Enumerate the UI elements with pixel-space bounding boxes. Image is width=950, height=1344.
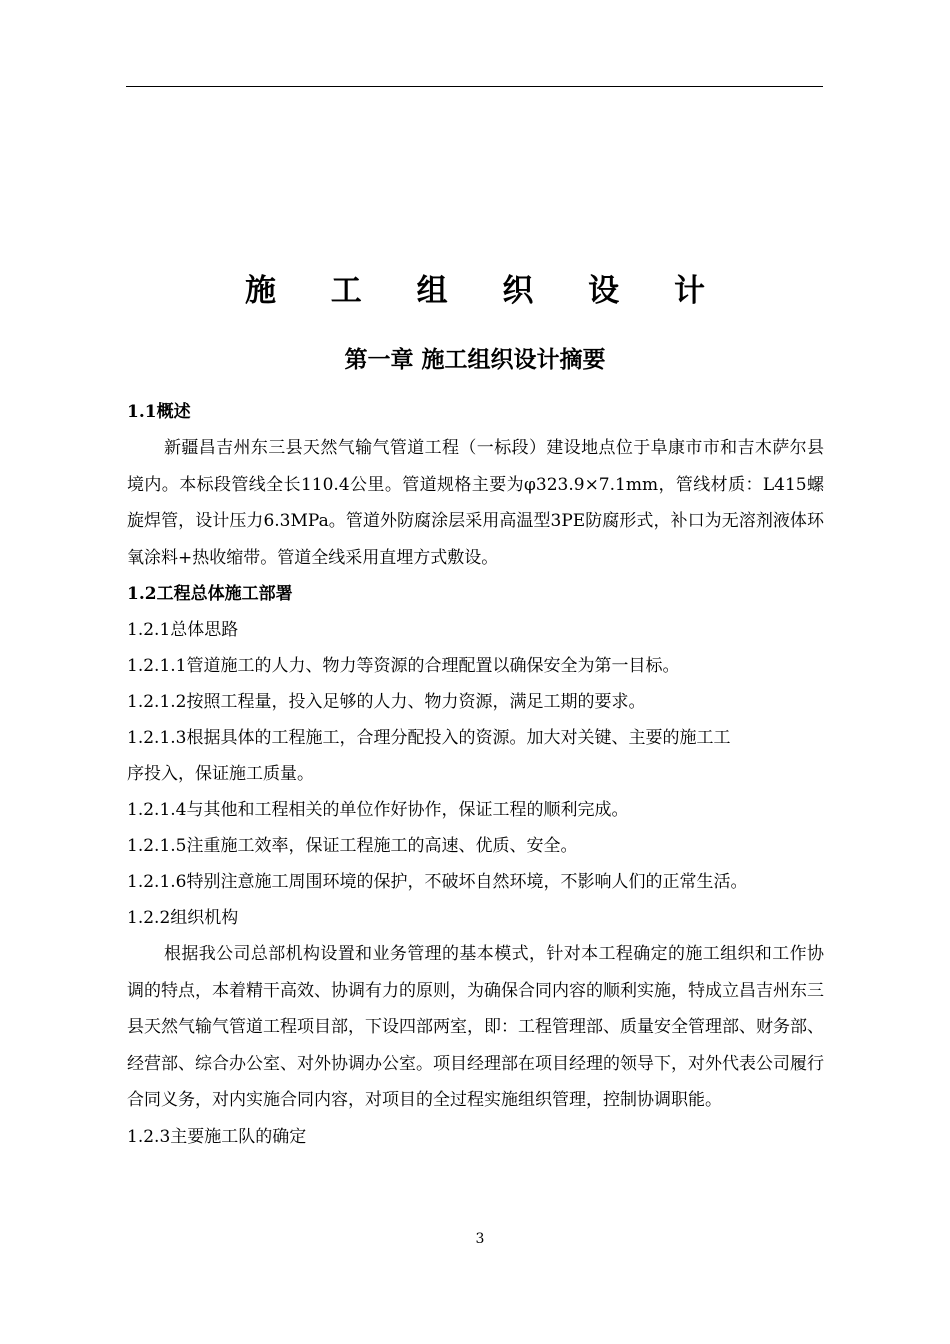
section-heading-1-1: 1.1概述 (127, 402, 191, 422)
document-title: 施 工 组 织 设 计 (245, 273, 727, 309)
subsection-heading-1-2-1: 1.2.1总体思路 (127, 620, 239, 640)
list-item-1-2-1-6: 1.2.1.6特别注意施工周围环境的保护，不破坏自然环境，不影响人们的正常生活。 (127, 872, 748, 892)
list-item-1-2-1-5: 1.2.1.5注重施工效率，保证工程施工的高速、优质、安全。 (127, 836, 578, 856)
overview-paragraph: 新疆昌吉州东三县天然气输气管道工程（一标段）建设地点位于阜康市市和吉木萨尔县境内。本标段管线全长110.4公里。管道规格主要为φ323.9×7.1mm，管线材质：L415螺旋焊管，设计压力6.3MPa。管道外防腐涂层采用高温型3PE防腐形式，补口为无溶剂液体环氧涂料+热收缩带。管道全线采用直埋方式敷设。 (127, 438, 824, 568)
page-number: 3 (475, 1231, 485, 1247)
organization-paragraph: 根据我公司总部机构设置和业务管理的基本模式，针对本工程确定的施工组织和工作协调的特点，本着精干高效、协调有力的原则，为确保合同内容的顺利实施，特成立昌吉州东三县天然气输气管道工程项目部，下设四部两室，即：工程管理部、质量安全管理部、财务部、经营部、综合办公室、对外协调办公室。项目经理部在项目经理的领导下，对外代表公司履行合同义务，对内实施合同内容，对项目的全过程实施组织管理，控制协调职能。 (127, 944, 824, 1110)
section-heading-1-2: 1.2工程总体施工部署 (127, 584, 293, 604)
list-item-1-2-1-4: 1.2.1.4与其他和工程相关的单位作好协作，保证工程的顺利完成。 (127, 800, 629, 820)
document-body (127, 394, 827, 1155)
subsection-heading-1-2-2: 1.2.2组织机构 (127, 908, 239, 928)
subsection-heading-1-2-3: 1.2.3主要施工队的确定 (127, 1126, 307, 1147)
list-item-1-2-1-2: 1.2.1.2按照工程量，投入足够的人力、物力资源，满足工期的要求。 (127, 692, 646, 712)
chapter-title: 第一章 施工组织设计摘要 (344, 346, 606, 373)
list-item-1-2-1-3-line2: 序投入，保证施工质量。 (127, 764, 314, 784)
list-item-1-2-1-3-line1: 1.2.1.3根据具体的工程施工，合理分配投入的资源。加大对关键、主要的施工工 (127, 728, 731, 748)
header-rule (126, 86, 823, 87)
list-item-1-2-1-1: 1.2.1.1管道施工的人力、物力等资源的合理配置以确保安全为第一目标。 (127, 656, 680, 676)
